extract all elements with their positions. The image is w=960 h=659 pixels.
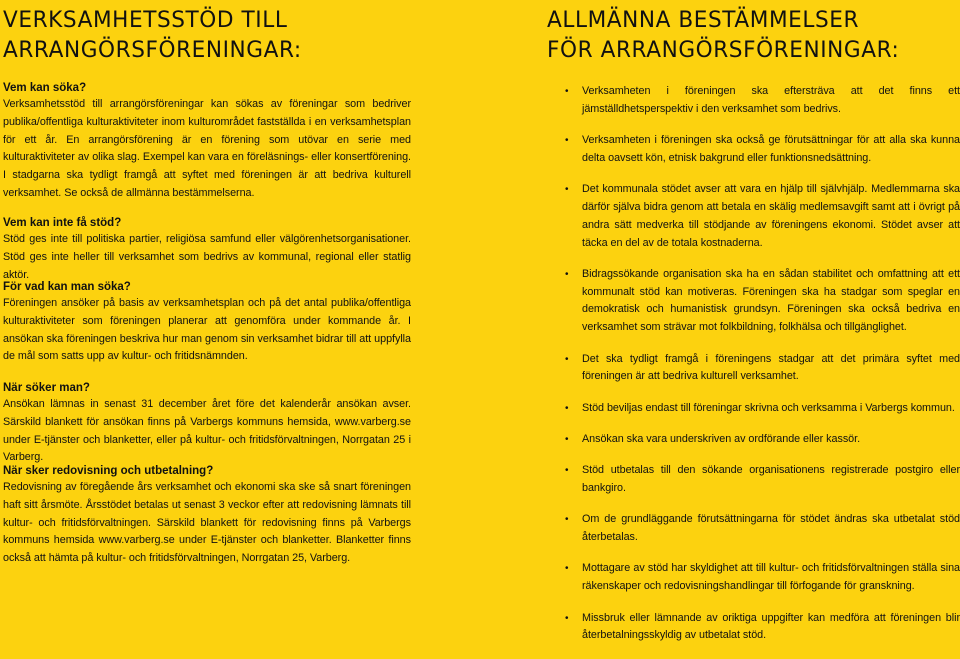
list-item-text: Det kommunala stödet avser att vara en hjälp till självhjälp. Medlemmarna ska därför själva bidra genom att betala en skälig medlemsavgift samt att i övrigt på andra sätt medverka till stödjande av föreningens ekonomi. Stödet avser att täcka en del av de totala kostnaderna.	[582, 183, 960, 249]
bullet-icon: •	[565, 514, 569, 526]
bullet-icon: •	[565, 184, 569, 196]
right-title	[547, 5, 899, 65]
section-reporting-and-payment	[3, 463, 411, 568]
bullet-icon: •	[565, 86, 569, 97]
list-item	[547, 132, 960, 168]
list-item	[547, 181, 960, 252]
section-when-to-apply	[3, 380, 411, 467]
section-heading: För vad kan man söka?	[3, 281, 131, 293]
bullet-icon: •	[565, 465, 569, 477]
section-who-can-apply	[3, 80, 411, 203]
list-item-text: Det ska tydligt framgå i föreningens stadgar att det primära syftet med föreningen är att bedriva kulturell verksamhet.	[582, 352, 960, 383]
general-rules-list	[547, 83, 960, 659]
left-title	[3, 5, 302, 65]
list-item	[547, 560, 960, 596]
bullet-icon: •	[565, 612, 569, 624]
right-title-line-2: FÖR ARRANGÖRSFÖRENINGAR:	[547, 37, 900, 63]
bullet-icon: •	[565, 135, 569, 147]
list-item	[547, 266, 960, 337]
section-text: Ansökan lämnas in senast 31 december året före det kalenderår ansökan avser. Särskild blankett för ansökan finns på Varbergs kommuns hemsida, www.varberg.se under E-tjänster och blanketter, eller på kultur- och fritidsförvaltningen, Norrgatan 25 i Varberg.	[3, 398, 411, 464]
section-heading: När sker redovisning och utbetalning?	[3, 465, 214, 477]
bullet-icon: •	[565, 563, 569, 575]
list-item-text: Stöd beviljas endast till föreningar skrivna och verksamma i Varbergs kommun.	[582, 401, 955, 414]
bullet-icon: •	[565, 433, 569, 445]
section-who-cannot-get-support	[3, 215, 411, 284]
list-item-text: Om de grundläggande förutsättningarna för stödet ändras ska utbetalat stöd återbetalas.	[582, 513, 960, 544]
list-item-text: Verksamheten i föreningen ska också ge förutsättningar för att alla ska kunna delta oavsett kön, etnisk bakgrund eller funktionsnedsättning.	[582, 134, 960, 164]
list-item	[547, 610, 960, 646]
bullet-icon: •	[565, 268, 569, 280]
section-what-to-apply-for	[3, 279, 411, 366]
list-item-text: Stöd utbetalas till den sökande organisationens registrerade postgiro eller bankgiro.	[582, 464, 960, 495]
list-item	[547, 83, 960, 119]
right-title-line-1: ALLMÄNNA BESTÄMMELSER	[547, 7, 860, 33]
list-item	[547, 400, 960, 418]
list-item-text: Ansökan ska vara underskriven av ordförande eller kassör.	[582, 432, 861, 445]
list-item-text: Verksamheten i föreningen ska eftersträva att det finns ett jämställdhetsperspektiv i den verksamhet som bedrivs.	[582, 85, 960, 115]
list-item	[547, 511, 960, 547]
section-text: Verksamhetsstöd till arrangörsföreningar kan sökas av föreningar som bedriver publika/offentliga kulturaktiviteter inom kulturområdet fastställda i en verksamhetsplan för ett år. En arrangörsförening är en förening som utövar en serie med kulturaktiviteter av olika slag. Exempel kan vara en föreläsnings- eller konsertförening. I stadgarna ska tydligt framgå att syftet med föreningen är att bedriva kulturell verksamhet. Se också de allmänna bestämmelserna.	[3, 98, 411, 199]
list-item	[547, 462, 960, 498]
section-heading: Vem kan söka?	[3, 82, 87, 94]
list-item	[547, 351, 960, 387]
section-heading: Vem kan inte få stöd?	[3, 217, 122, 229]
list-item	[547, 431, 960, 449]
list-item-text: Bidragssökande organisation ska ha en sådan stabilitet och omfattning att ett kommunalt stöd kan motiveras. Föreningen ska ha stadgar som speglar en demokratisk och humanistisk grundsyn. Föreningen ska också bedriva en verksamhet som strävar mot folkbildning, folkhälsa och tillgänglighet.	[582, 267, 960, 334]
section-heading: När söker man?	[3, 382, 90, 394]
bullet-icon: •	[565, 353, 569, 365]
left-title-line-2: ARRANGÖRSFÖRENINGAR:	[3, 37, 302, 63]
list-item-text: Mottagare av stöd har skyldighet att till kultur- och fritidsförvaltningen ställa sina räkenskaper och redovisningshandlingar till förfogande för granskning.	[582, 562, 960, 593]
section-text: Stöd ges inte till politiska partier, religiösa samfund eller välgörenhetsorganisationer. Stöd ges inte heller till verksamhet som bedrivs av kommunal, regional eller statlig aktör.	[3, 233, 411, 281]
left-title-line-1: VERKSAMHETSSTÖD TILL	[3, 7, 288, 33]
bullet-icon: •	[565, 402, 569, 414]
list-item-text: Missbruk eller lämnande av oriktiga uppgifter kan medföra att föreningen blir återbetalningsskyldig av utbetalat stöd.	[582, 611, 960, 642]
section-text: Föreningen ansöker på basis av verksamhetsplan och på det antal publika/offentliga kulturaktiviteter som föreningen planerar att genomföra under kommande år. I ansökan ska föreningen beskriva hur man genom sin verksamhet bidrar till att uppfylla de mål som satts upp av kultur- och fritidsnämnden.	[3, 297, 411, 363]
section-text: Redovisning av föregående års verksamhet och ekonomi ska ske så snart föreningen haft sitt årsmöte. Årsstödet betalas ut senast 3 veckor efter att redovisning lämnats till kultur- och fritidsförvaltningen. Särskild blankett för redovisning finns på Varbergs kommuns hemsida www.varberg.se under E-tjänster och blanketter. Blanketter finns också att hämta på kultur- och fritidsförvaltningen, Norrgatan 25, Varberg.	[3, 481, 411, 565]
